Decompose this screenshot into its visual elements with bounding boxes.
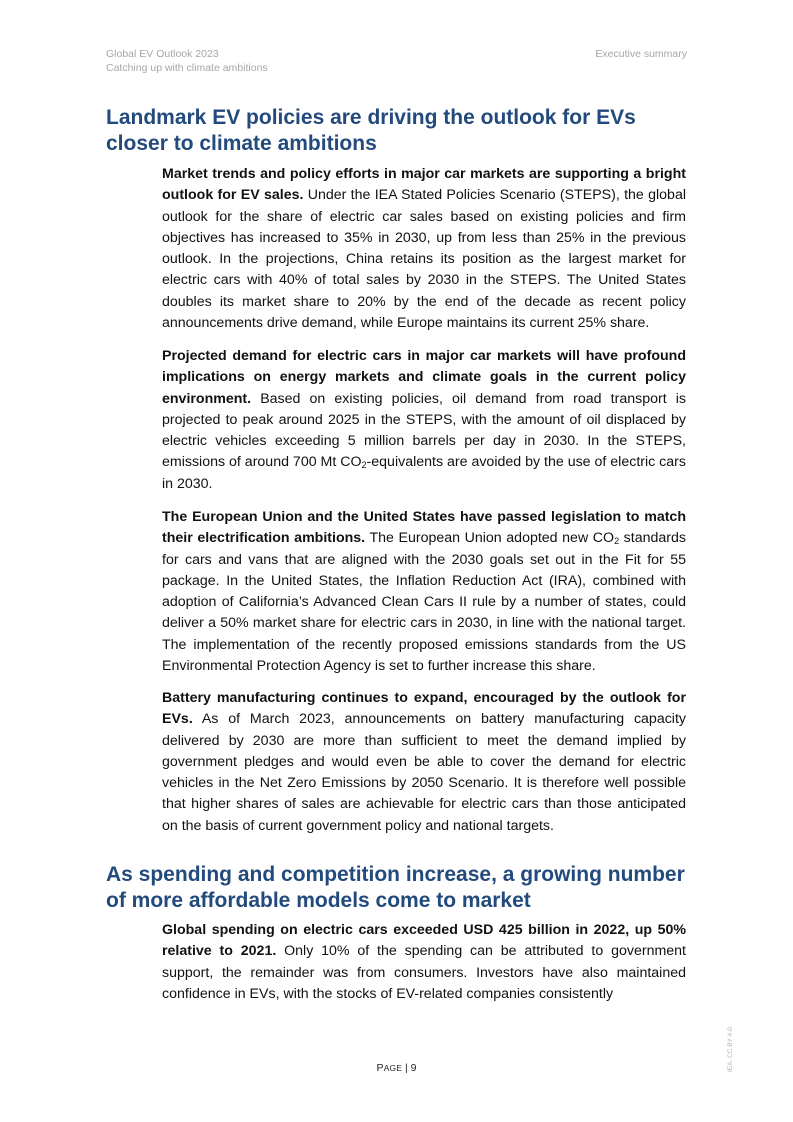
- paragraph-body-cont: -equivalents are avoided by the use of electric cars in 2030.: [162, 454, 686, 492]
- paragraph-body: As of March 2023, announcements on battery manufacturing capacity delivered by 2030 are more than sufficient to meet the demand implied by government pledges and would even be able to cover the demand for electric vehicles in the Net Zero Emissions by 2050 Scenario. It is therefore well possible that higher shares of sales are achievable for electric cars than those anticipated on the basis of current government policy and national targets.: [162, 711, 686, 834]
- paragraph-lead: Global spending on electric cars exceeded USD 425 billion in 2022, up 50% relative to 2021.: [162, 922, 686, 960]
- report-title: Global EV Outlook 2023: [106, 48, 219, 60]
- paragraph: [162, 688, 686, 837]
- paragraph-body: Under the IEA Stated Policies Scenario (STEPS), the global outlook for the share of electric car sales based on existing policies and firm objectives has increased to 35% in 2030, up from less than 25% in the previous outlook. In the projections, China retains its position as the largest market for electric cars with 40% of total sales by 2030 in the STEPS. The United States doubles its market share to 20% by the end of the decade as recent policy announcements drive demand, while Europe maintains its current 25% share.: [162, 187, 686, 332]
- paragraph: [162, 920, 686, 1005]
- running-header: [106, 47, 268, 75]
- paragraph: [162, 507, 686, 677]
- paragraph-body: Based on existing policies, oil demand from road transport is projected to peak around 2025 in the STEPS, with the amount of oil displaced by electric vehicles exceeding 5 million barrels per day in 2030. In the STEPS, emissions of around 700 Mt CO: [162, 390, 686, 471]
- license-note: IEA. CC BY 4.0.: [727, 1025, 734, 1072]
- section-heading: As spending and competition increase, a growing number of more affordable models come to market: [106, 863, 685, 912]
- paragraph-body: Only 10% of the spending can be attributed to government support, the remainder was from consumers. Investors have also maintained confidence in EVs, with the stocks of EV-related companies consistently: [162, 943, 686, 1002]
- paragraph-lead: Battery manufacturing continues to expand, encouraged by the outlook for EVs.: [162, 690, 686, 728]
- subscript: 2: [614, 536, 620, 547]
- paragraph-lead: Market trends and policy efforts in major car markets are supporting a bright outlook for EV sales.: [162, 166, 686, 204]
- page-number: 9: [410, 1062, 417, 1074]
- paragraph-lead: Projected demand for electric cars in major car markets will have profound implications on energy markets and climate goals in the current policy environment.: [162, 348, 686, 407]
- section-name: Executive summary: [595, 48, 687, 60]
- page-footer: [0, 1062, 793, 1074]
- subscript: 2: [361, 460, 367, 471]
- paragraph: [162, 164, 686, 334]
- paragraph-lead: The European Union and the United States have passed legislation to match their electrification ambitions.: [162, 509, 686, 547]
- report-subtitle: Catching up with climate ambitions: [106, 62, 268, 74]
- section-heading: Landmark EV policies are driving the outlook for EVs closer to climate ambitions: [106, 106, 636, 155]
- paragraph-body-cont: standards for cars and vans that are aligned with the 2030 goals set out in the Fit for 55 package. In the United States, the Inflation Reduction Act (IRA), combined with adoption of California’s Advanced Clean Cars II rule by a number of states, could deliver a 50% market share for electric cars in 2030, in line with the national target. The implementation of the recently proposed emissions standards from the US Environmental Protection Agency is set to further increase this share.: [162, 530, 686, 675]
- page-separator: |: [402, 1062, 411, 1074]
- paragraph-body: The European Union adopted new CO: [365, 530, 615, 547]
- page-label: PAGE: [376, 1062, 403, 1074]
- section-header: [595, 47, 687, 61]
- paragraph: [162, 346, 686, 495]
